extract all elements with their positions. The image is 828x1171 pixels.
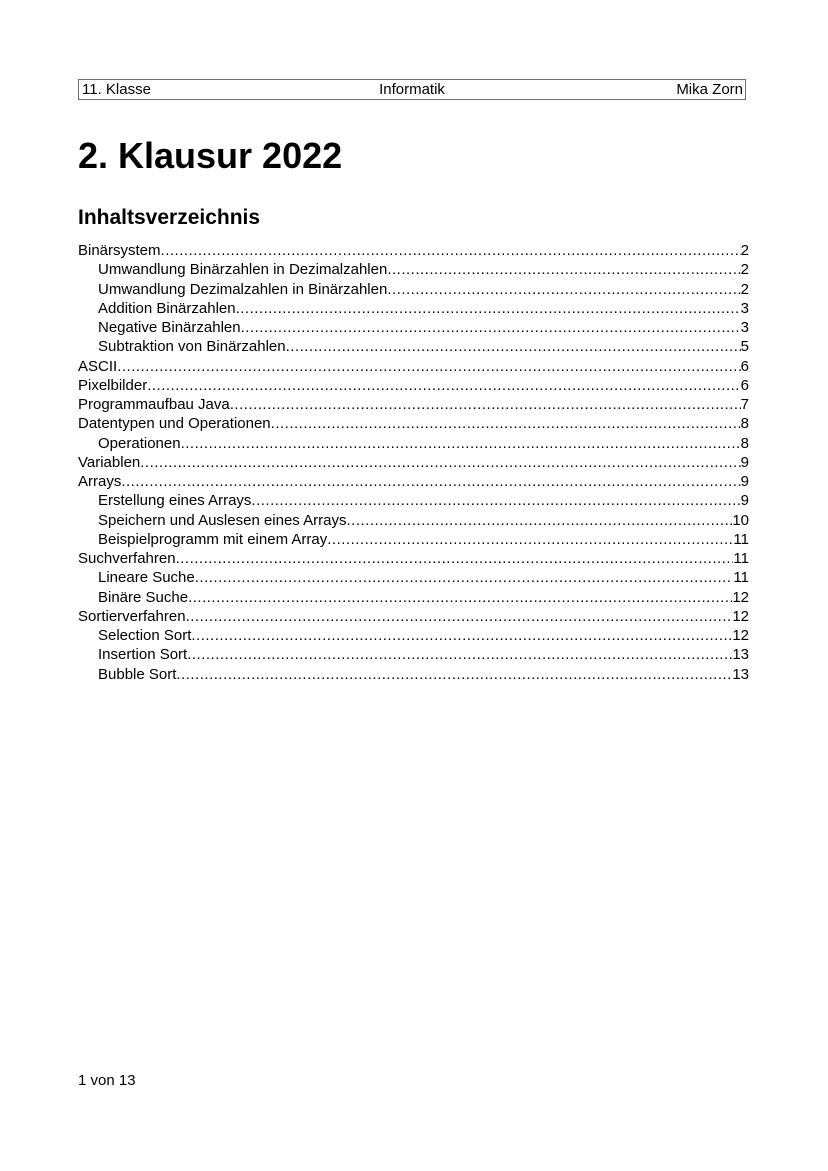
toc-entry-title: Arrays [78,473,122,490]
toc-entry-page-number: 11 [733,550,749,567]
toc-entry[interactable] [78,626,749,645]
toc-entry-title: Operationen [98,434,181,452]
toc-dot-leader [387,260,740,279]
toc-entry[interactable] [78,645,749,664]
toc-dot-leader [236,299,741,318]
toc-entry-page-number: 2 [740,280,749,298]
toc-dot-leader [271,414,741,433]
toc-entry[interactable] [78,376,749,395]
toc-dot-leader [176,549,734,568]
toc-dot-leader [147,376,740,395]
toc-entry-page-number: 13 [732,665,749,683]
toc-dot-leader [230,395,741,414]
toc-entry[interactable] [78,318,749,337]
toc-entry-title: Pixelbilder [78,376,148,394]
toc-dot-leader [327,530,733,549]
toc-dot-leader [140,453,740,472]
toc-entry-page-number: 5 [740,338,749,356]
toc-entry[interactable] [78,453,749,472]
header-subject-label: Informatik [379,81,445,98]
toc-entry-page-number: 10 [732,511,749,529]
toc-entry-page-number: 7 [740,396,749,413]
toc-entry[interactable] [78,337,749,356]
toc-entry-title: Binäre Suche [98,588,189,606]
toc-entry-page-number: 9 [740,492,749,510]
toc-entry-title: Sortierverfahren [78,607,186,625]
toc-entry-title: Datentypen und Operationen [78,415,271,433]
toc-entry[interactable] [78,511,749,530]
toc-dot-leader [191,626,732,645]
toc-entry-page-number: 3 [740,319,749,336]
toc-dot-leader [188,588,732,607]
page-footer-number: 1 von 13 [78,1072,136,1089]
toc-entry-page-number: 13 [732,646,749,664]
toc-entry[interactable] [78,588,749,607]
toc-dot-leader [251,491,740,510]
toc-dot-leader [117,357,740,376]
toc-entry[interactable] [78,568,749,587]
toc-entry-title: ASCII [78,357,118,375]
table-of-contents [78,241,749,684]
toc-entry-title: Umwandlung Dezimalzahlen in Binärzahlen [98,280,388,298]
toc-entry-page-number: 6 [740,357,749,375]
toc-dot-leader [121,472,740,491]
toc-dot-leader [286,337,741,356]
header-class-label: 11. Klasse [82,81,151,98]
toc-dot-leader [241,318,741,337]
toc-entry-title: Variablen [78,453,141,471]
page-header [78,79,746,100]
toc-entry-title: Insertion Sort [98,646,188,664]
toc-entry-title: Speichern und Auslesen eines Arrays [98,511,347,529]
toc-entry[interactable] [78,414,749,433]
toc-entry[interactable] [78,260,749,279]
toc-entry-title: Addition Binärzahlen [98,299,236,317]
toc-dot-leader [176,665,732,684]
toc-dot-leader [347,511,733,530]
toc-entry-title: Bubble Sort [98,665,177,683]
document-title: 2. Klausur 2022 [78,135,343,176]
toc-entry-title: Suchverfahren [78,550,176,567]
toc-entry-page-number: 2 [740,261,749,279]
toc-entry-page-number: 8 [740,434,749,452]
toc-entry-page-number: 3 [740,299,749,317]
toc-entry-page-number: 11 [733,530,749,548]
toc-entry-title: Binärsystem [78,242,161,259]
toc-entry[interactable] [78,357,749,376]
toc-entry[interactable] [78,241,749,260]
toc-dot-leader [195,568,734,587]
toc-entry[interactable] [78,472,749,491]
toc-entry[interactable] [78,491,749,510]
toc-entry-page-number: 11 [733,569,749,587]
toc-dot-leader [161,241,741,260]
toc-entry[interactable] [78,530,749,549]
toc-entry[interactable] [78,665,749,684]
toc-entry-page-number: 9 [740,453,749,471]
header-author-label: Mika Zorn [676,81,743,98]
toc-entry-title: Negative Binärzahlen [98,319,241,336]
toc-entry[interactable] [78,280,749,299]
toc-entry-title: Erstellung eines Arrays [98,492,252,510]
toc-entry-title: Subtraktion von Binärzahlen [98,338,286,356]
toc-entry-title: Lineare Suche [98,569,195,587]
toc-entry-title: Programmaufbau Java [78,396,230,413]
toc-entry-page-number: 12 [732,588,749,606]
toc-dot-leader [187,645,732,664]
toc-entry-title: Selection Sort [98,627,192,644]
toc-entry[interactable] [78,549,749,568]
toc-entry-page-number: 6 [740,376,749,394]
toc-heading: Inhaltsverzeichnis [78,206,261,229]
toc-entry-title: Beispielprogramm mit einem Array [98,530,328,548]
toc-dot-leader [181,434,741,453]
toc-entry[interactable] [78,299,749,318]
toc-entry-page-number: 12 [732,627,749,644]
toc-entry[interactable] [78,395,749,414]
toc-dot-leader [186,607,733,626]
toc-entry-title: Umwandlung Binärzahlen in Dezimalzahlen [98,261,388,279]
toc-entry-page-number: 12 [732,607,749,625]
toc-entry[interactable] [78,607,749,626]
toc-entry-page-number: 9 [740,473,749,490]
toc-entry[interactable] [78,434,749,453]
toc-dot-leader [387,280,740,299]
toc-entry-page-number: 8 [740,415,749,433]
toc-entry-page-number: 2 [740,242,749,259]
